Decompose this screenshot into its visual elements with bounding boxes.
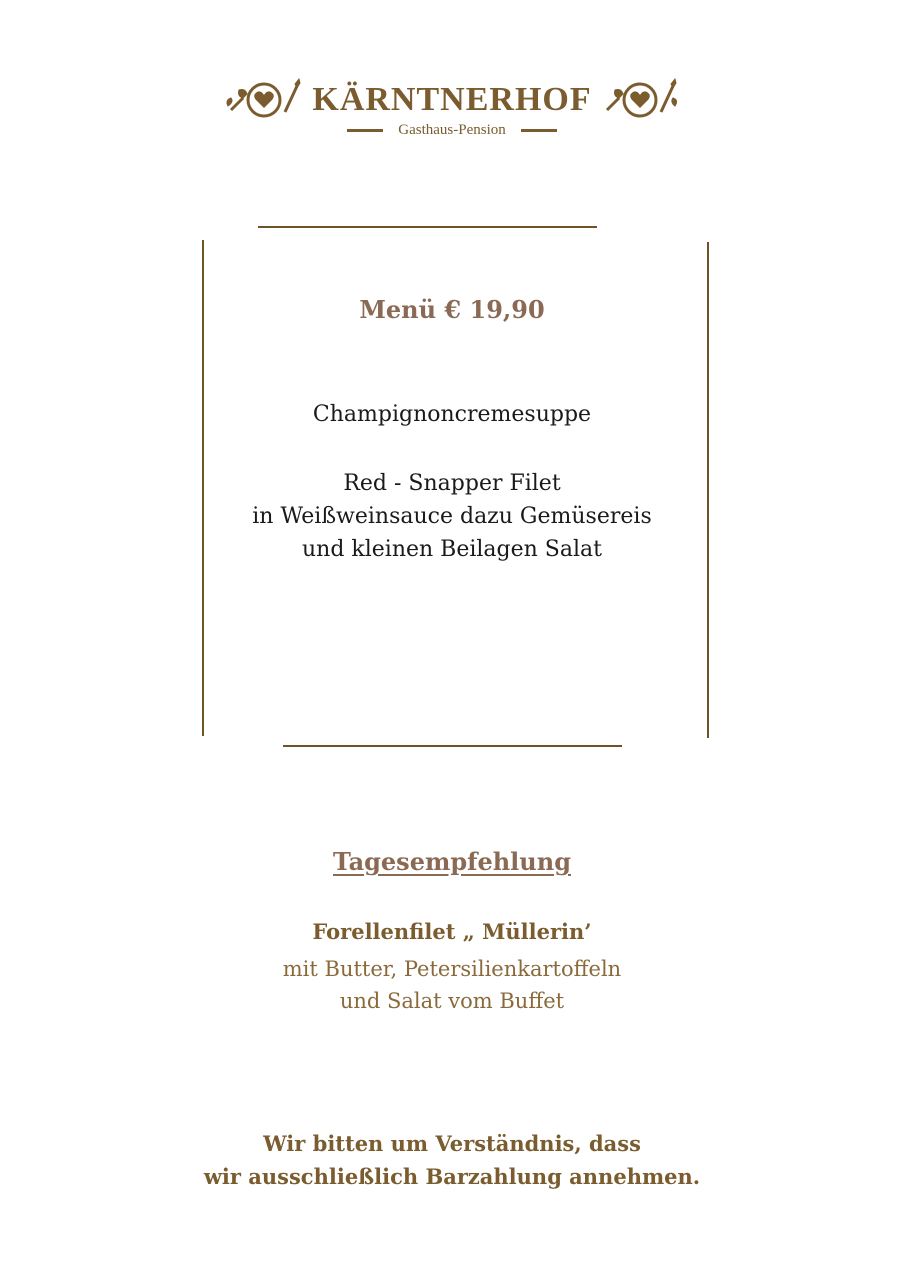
recommendation-title: Tagesempfehlung xyxy=(333,847,571,876)
logo xyxy=(0,70,904,150)
recommendation-line: mit Butter, Petersilienkartoffeln xyxy=(282,957,622,981)
payment-notice xyxy=(0,1127,904,1193)
logo-subtitle: Gasthaus-Pension xyxy=(398,122,506,138)
menu-main-line: Red - Snapper Filet xyxy=(343,471,561,496)
notice-line: Wir bitten um Verständnis, dass xyxy=(263,1131,641,1156)
heart-cutlery-icon xyxy=(225,76,303,124)
logo-divider xyxy=(347,129,383,132)
menu-soup: Champignoncremesuppe xyxy=(312,402,592,427)
recommendation-description xyxy=(0,953,904,1017)
notice-line: wir ausschließlich Barzahlung annehmen. xyxy=(203,1164,701,1189)
menu-main-line: und kleinen Beilagen Salat xyxy=(301,537,602,562)
menu-main-line: in Weißweinsauce dazu Gemüsereis xyxy=(252,504,652,529)
logo-title: KÄRNTNERHOF xyxy=(312,81,592,118)
heart-cutlery-icon xyxy=(601,76,679,124)
frame-line-bottom xyxy=(283,745,622,747)
logo-divider xyxy=(521,129,557,132)
recommendation-name: Forellenfilet „ Müllerin’ xyxy=(312,919,592,944)
menu-price: Menü € 19,90 xyxy=(359,295,545,324)
recommendation-line: und Salat vom Buffet xyxy=(339,989,565,1013)
menu-main-dish xyxy=(0,467,904,566)
frame-line-top xyxy=(258,226,597,228)
